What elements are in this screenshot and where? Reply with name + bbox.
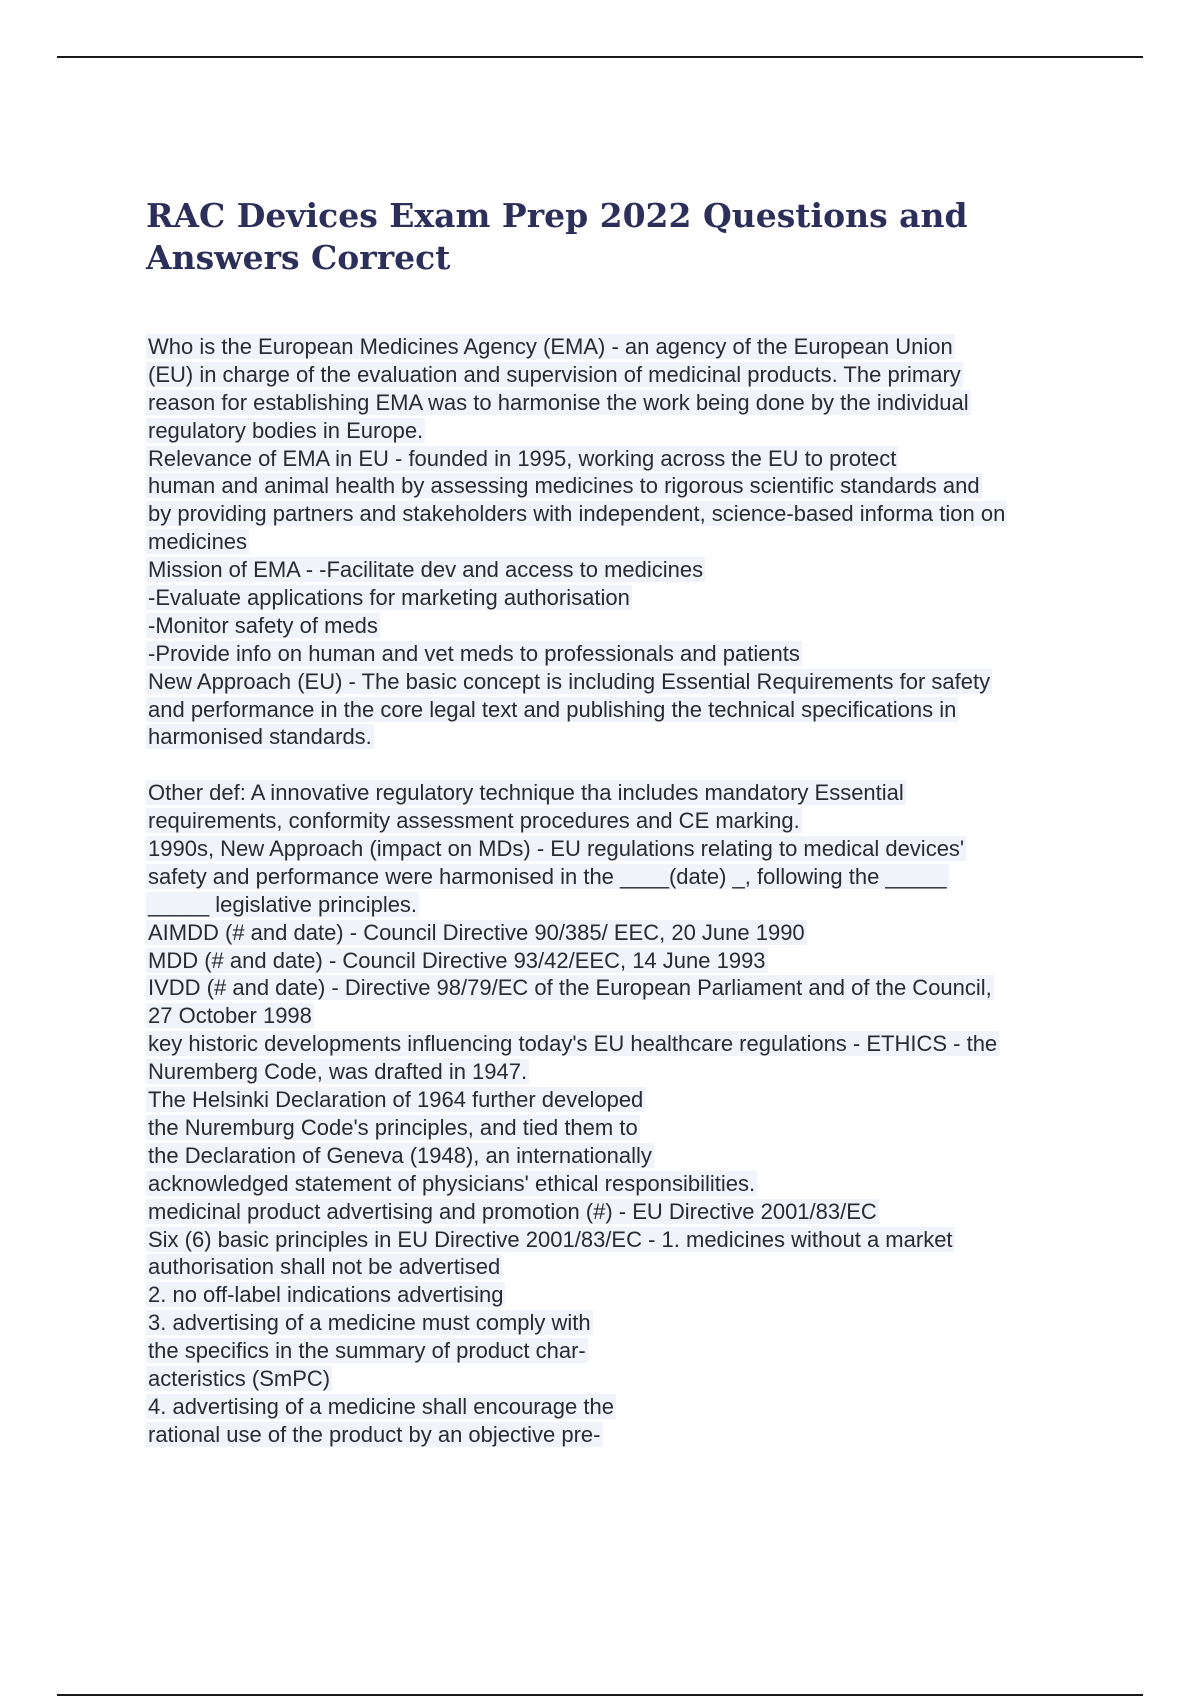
text-line [146,807,1146,835]
text-line-content: harmonised standards. [148,724,372,750]
text-line [146,1337,1146,1365]
text-line-content: AIMDD (# and date) - Council Directive 90/385/ EEC, 20 June 1990 [148,919,805,945]
text-line-content: Mission of EMA - -Facilitate dev and access to medicines [148,557,704,583]
text-line [146,723,1146,751]
text-line [146,1309,1146,1337]
text-line [146,1281,1146,1309]
text-line-content: medicines [148,529,248,555]
text-line-content: Relevance of EMA in EU - founded in 1995, working across the EU to protect [148,445,897,471]
text-line-content: Other def: A innovative regulatory technique tha includes mandatory Essential [148,780,904,806]
text-line-content: the Declaration of Geneva (1948), an internationally [148,1142,652,1168]
text-line [146,333,1146,361]
text-line [146,779,1146,807]
text-line-content: medicinal product advertising and promotion (#) - EU Directive 2001/83/EC [148,1198,877,1224]
text-line [146,1086,1146,1114]
text-line [146,863,1146,891]
top-divider [57,56,1143,58]
text-line [146,1253,1146,1281]
text-line [146,835,1146,863]
text-line [146,1170,1146,1198]
text-line [146,528,1146,556]
text-line-content: (EU) in charge of the evaluation and supervision of medicinal products. The primary [148,361,961,387]
text-line [146,556,1146,584]
text-line [146,500,1146,528]
text-line [146,1114,1146,1142]
bottom-divider [57,1694,1143,1696]
text-line-content: _____ legislative principles. [148,891,418,917]
text-line [146,612,1146,640]
text-line [146,640,1146,668]
text-line-content: Who is the European Medicines Agency (EMA) - an agency of the European Union [148,334,953,359]
text-line-content: the Nuremburg Code's principles, and tied them to [148,1114,638,1140]
text-line [146,584,1146,612]
text-line [146,1226,1146,1254]
text-line-content: authorisation shall not be advertised [148,1254,501,1280]
text-line-content: reason for establishing EMA was to harmonise the work being done by the individual [148,389,969,415]
text-line [146,389,1146,417]
text-line [146,919,1146,947]
text-line-content: 4. advertising of a medicine shall encourage the [148,1393,614,1419]
text-line-content: -Evaluate applications for marketing authorisation [148,585,630,611]
text-line [146,668,1146,696]
text-line [146,696,1146,724]
text-line-content: The Helsinki Declaration of 1964 further developed [148,1087,644,1113]
text-line-content: by providing partners and stakeholders with independent, science-based informa tion on [148,501,1006,527]
text-line [146,417,1146,445]
text-line-content: 2. no off-label indications advertising [148,1282,504,1308]
text-line [146,947,1146,975]
text-line [146,1030,1146,1058]
text-line [146,891,1146,919]
text-line-content: key historic developments influencing today's EU healthcare regulations - ETHICS - the [148,1031,998,1057]
text-line [146,1142,1146,1170]
text-line-content: regulatory bodies in Europe. [148,417,424,443]
text-line-content: -Provide info on human and vet meds to professionals and patients [148,640,800,666]
text-line-content: MDD (# and date) - Council Directive 93/42/EEC, 14 June 1993 [148,947,766,973]
text-line-content: rational use of the product by an objective pre- [148,1421,601,1447]
document-body [146,333,1146,1449]
text-line [146,445,1146,473]
text-line-content: acteristics (SmPC) [148,1365,331,1391]
text-line-content: and performance in the core legal text and publishing the technical specifications in [148,696,957,722]
text-line [146,1393,1146,1421]
text-line-content: -Monitor safety of meds [148,612,378,638]
text-line [146,472,1146,500]
text-line [146,1198,1146,1226]
text-line-content: human and animal health by assessing medicines to rigorous scientific standards and [148,473,980,499]
text-line-content: 27 October 1998 [148,1003,312,1029]
text-line-content: 3. advertising of a medicine must comply with [148,1310,591,1336]
page-title: RAC Devices Exam Prep 2022 Questions and Answers Correct [146,196,968,277]
text-line-content: New Approach (EU) - The basic concept is including Essential Requirements for safety [148,668,991,694]
text-line-content: safety and performance were harmonised in the ____(date) _, following the _____ [148,863,947,889]
text-line [146,361,1146,389]
text-line-content: IVDD (# and date) - Directive 98/79/EC of the European Parliament and of the Council, [148,975,992,1001]
blank-line [146,751,1146,779]
text-line [146,1058,1146,1086]
text-line-content: the specifics in the summary of product char- [148,1338,586,1364]
text-line-content: 1990s, New Approach (impact on MDs) - EU regulations relating to medical devices' [148,836,965,862]
text-line-content: requirements, conformity assessment procedures and CE marking. [148,808,800,834]
text-line [146,1002,1146,1030]
text-line [146,1365,1146,1393]
text-line [146,974,1146,1002]
text-line-content: Six (6) basic principles in EU Directive 2001/83/EC - 1. medicines without a market [148,1226,953,1252]
text-line-content: acknowledged statement of physicians' ethical responsibilities. [148,1170,756,1196]
text-line-content: Nuremberg Code, was drafted in 1947. [148,1059,528,1085]
text-line [146,1421,1146,1449]
